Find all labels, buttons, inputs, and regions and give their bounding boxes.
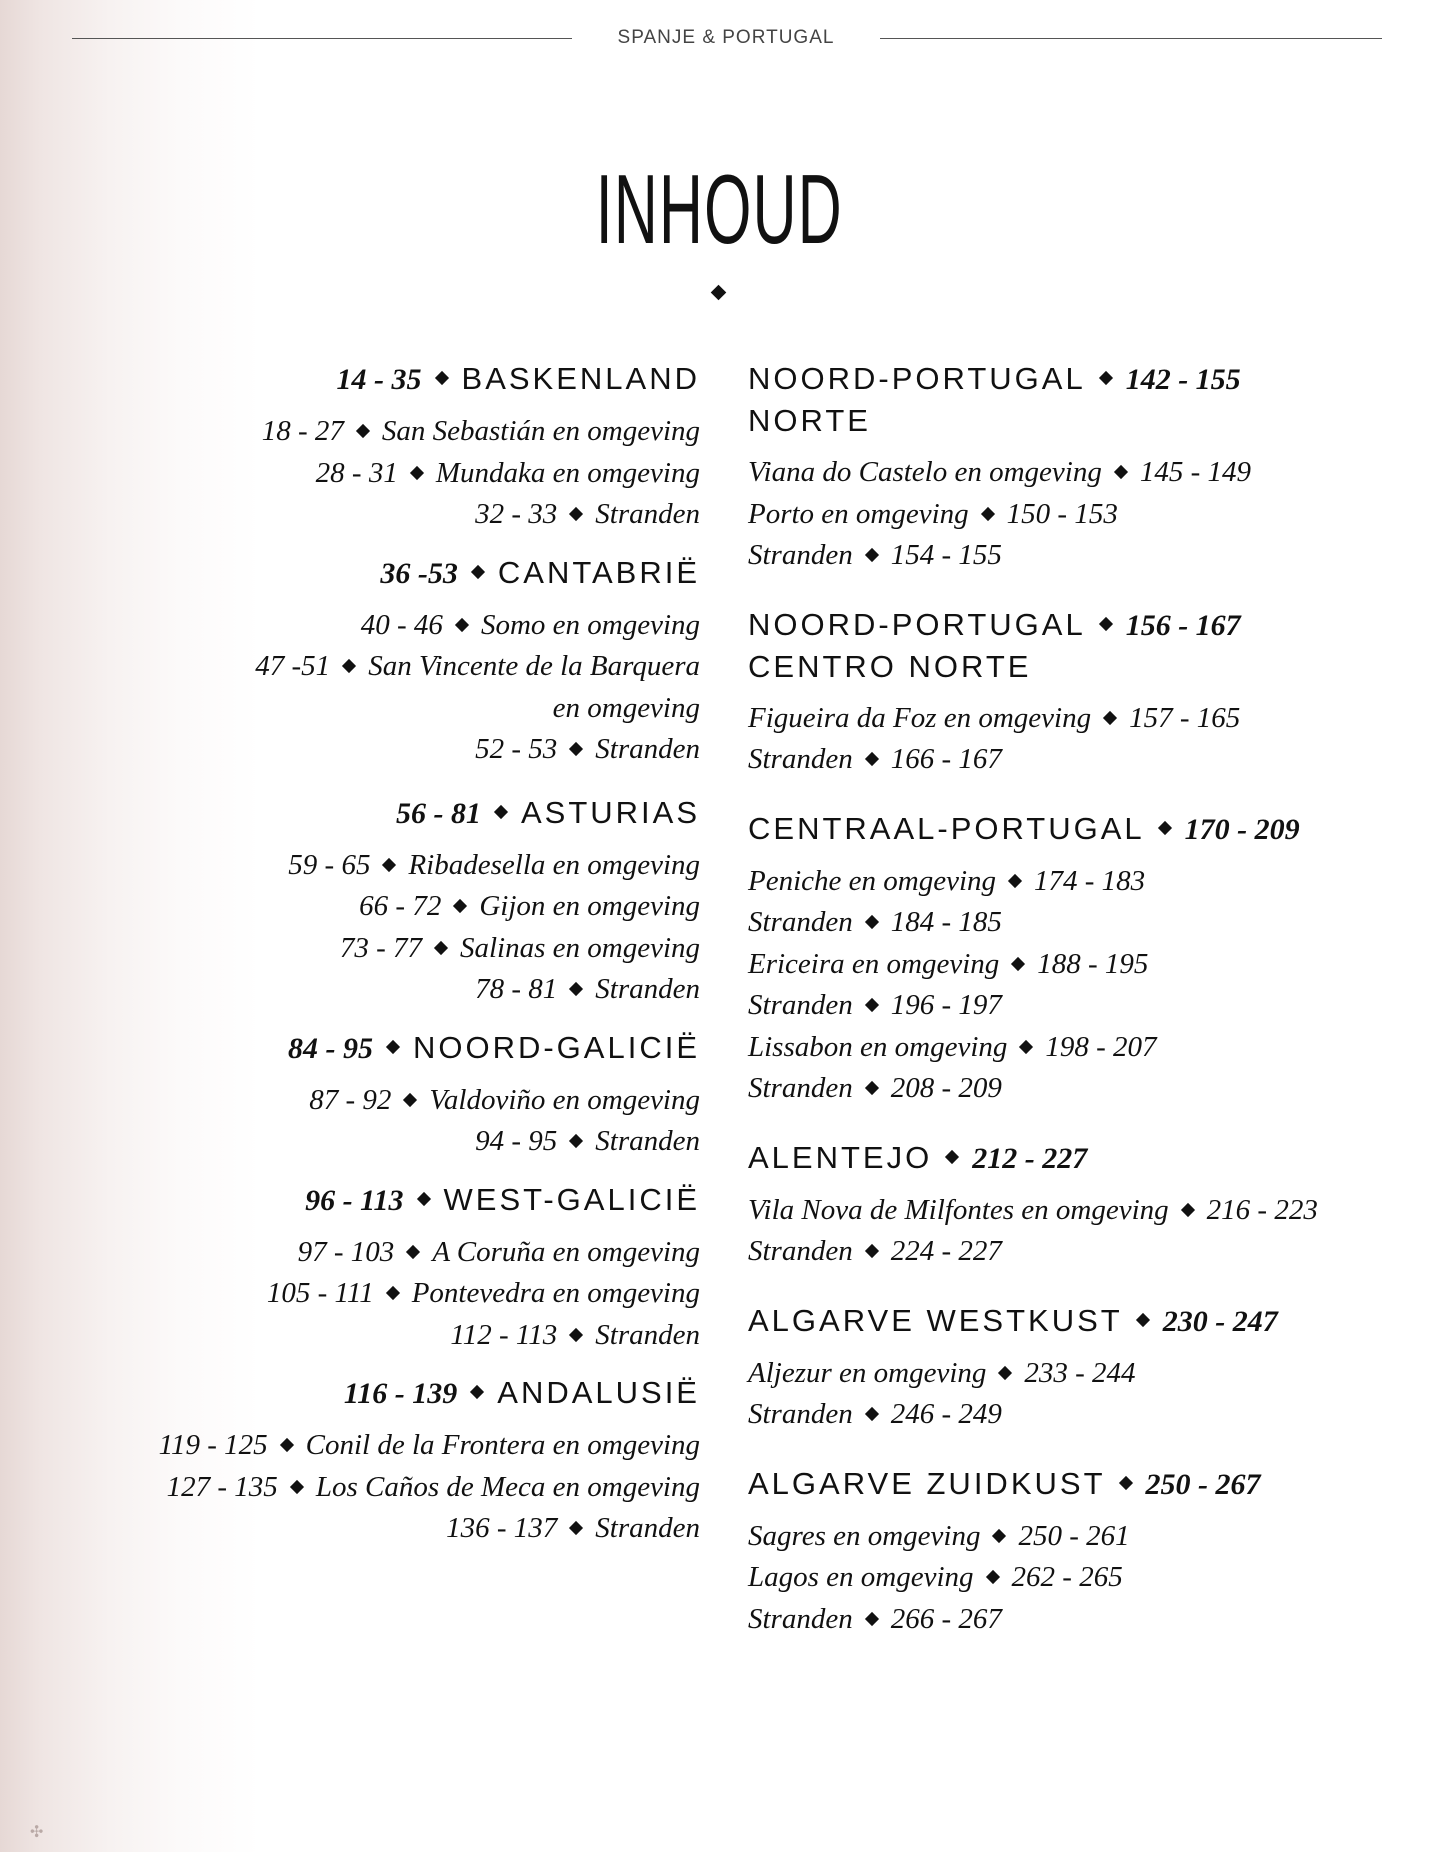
entry-text: Sagres en omgeving xyxy=(748,1519,981,1552)
diamond-icon xyxy=(992,1528,1006,1542)
diamond-icon xyxy=(1118,1475,1132,1489)
toc-entry[interactable] xyxy=(748,494,1388,536)
printer-mark-icon: ✣ xyxy=(30,1822,44,1841)
section-title: CENTRAAL-PORTUGAL xyxy=(748,810,1145,846)
entry-pages: 105 - 111 xyxy=(266,1277,374,1309)
diamond-icon xyxy=(1099,371,1113,385)
diamond-icon xyxy=(865,998,879,1012)
section-pages: 116 - 139 xyxy=(343,1377,458,1410)
section-heading[interactable] xyxy=(100,1372,700,1414)
page-title xyxy=(0,154,1438,264)
diamond-icon xyxy=(1008,873,1022,887)
diamond-icon xyxy=(981,506,995,520)
section-pages: 14 - 35 xyxy=(336,363,422,396)
section-heading[interactable] xyxy=(100,1027,700,1069)
section-pages: 56 - 81 xyxy=(395,796,481,830)
entry-text: Gijon en omgeving xyxy=(479,890,700,922)
entry-pages: 216 - 223 xyxy=(1206,1193,1318,1226)
section-heading[interactable] xyxy=(100,792,700,834)
page-title-text: INHOUD xyxy=(595,154,843,264)
entry-text: Lissabon en omgeving xyxy=(748,1030,1008,1063)
toc-section-algarve-zuidkust xyxy=(748,1463,1388,1641)
toc-entry[interactable] xyxy=(748,1516,1388,1558)
entry-pages: 246 - 249 xyxy=(890,1398,1002,1430)
diamond-icon xyxy=(865,915,879,929)
section-pages: 156 - 167 xyxy=(1125,608,1241,642)
toc-entry[interactable] xyxy=(748,902,1388,944)
toc-entry[interactable] xyxy=(748,1027,1388,1069)
diamond-icon xyxy=(569,1134,583,1148)
entry-pages: 266 - 267 xyxy=(890,1602,1002,1635)
toc-entry[interactable] xyxy=(748,1231,1388,1273)
diamond-icon xyxy=(569,982,583,996)
entry-text: Ericeira en omgeving xyxy=(748,947,1000,980)
entry-text: Stranden xyxy=(748,539,853,571)
entry-text: Vila Nova de Milfontes en omgeving xyxy=(748,1193,1169,1226)
section-title: NOORD-PORTUGAL xyxy=(748,361,1086,396)
toc-entry[interactable] xyxy=(748,1599,1388,1641)
entry-pages: 224 - 227 xyxy=(890,1235,1002,1267)
section-pages: 170 - 209 xyxy=(1184,812,1300,846)
toc-entry[interactable] xyxy=(100,969,700,1011)
section-title: ALGARVE WESTKUST xyxy=(748,1302,1123,1338)
entry-pages: 145 - 149 xyxy=(1139,456,1252,488)
diamond-icon xyxy=(1011,956,1025,970)
section-heading[interactable] xyxy=(748,808,1388,850)
entry-text: Aljezur en omgeving xyxy=(748,1356,987,1389)
toc-entry[interactable] xyxy=(748,698,1388,740)
toc-entry[interactable] xyxy=(748,1353,1388,1395)
toc-entry[interactable] xyxy=(100,1121,700,1163)
entry-pages: 166 - 167 xyxy=(890,743,1002,775)
entry-pages: 208 - 209 xyxy=(890,1072,1002,1104)
diamond-icon xyxy=(356,424,370,438)
entry-text: Lagos en omgeving xyxy=(748,1561,974,1593)
entry-text: Stranden xyxy=(595,973,700,1005)
section-title: ANDALUSIË xyxy=(497,1375,700,1410)
entry-text: Stranden xyxy=(748,1235,853,1267)
section-heading[interactable] xyxy=(748,1137,1388,1179)
toc-entry[interactable] xyxy=(100,729,700,771)
toc-entry[interactable] xyxy=(748,739,1388,781)
entry-text: Stranden xyxy=(595,498,700,530)
entry-text: Figueira da Foz en omgeving xyxy=(748,701,1092,734)
diamond-icon xyxy=(1099,616,1113,630)
toc-section-andalusie xyxy=(100,1372,700,1550)
toc-entry[interactable] xyxy=(748,1068,1388,1110)
diamond-icon xyxy=(434,940,448,954)
toc-entry[interactable] xyxy=(748,1557,1388,1599)
toc-column-spain xyxy=(100,358,700,1566)
toc-section-asturias xyxy=(100,792,700,1011)
section-title: ASTURIAS xyxy=(520,794,700,830)
entry-pages: 32 - 33 xyxy=(475,498,558,530)
toc-entry[interactable] xyxy=(100,453,700,495)
section-heading[interactable] xyxy=(748,604,1388,646)
entry-text: Stranden xyxy=(748,989,853,1021)
section-heading[interactable] xyxy=(100,1179,700,1221)
entry-text: en omgeving xyxy=(552,691,700,724)
entry-text: Stranden xyxy=(595,1318,700,1351)
entry-pages: 198 - 207 xyxy=(1045,1030,1157,1063)
title-diamond-icon xyxy=(711,285,727,301)
diamond-icon xyxy=(455,617,469,631)
diamond-icon xyxy=(569,1327,583,1341)
diamond-icon xyxy=(470,1385,484,1399)
section-pages: 36 -53 xyxy=(380,556,458,590)
toc-entry[interactable] xyxy=(748,861,1388,903)
section-heading[interactable] xyxy=(100,358,700,400)
toc-entry[interactable] xyxy=(748,452,1388,494)
section-pages: 96 - 113 xyxy=(305,1183,404,1217)
diamond-icon xyxy=(945,1149,959,1163)
diamond-icon xyxy=(453,899,467,913)
section-title: WEST-GALICIË xyxy=(443,1181,700,1217)
toc-column-portugal xyxy=(748,358,1388,1667)
entry-text: Stranden xyxy=(595,1125,700,1157)
entry-text: Stranden xyxy=(748,906,853,938)
diamond-icon xyxy=(494,804,508,818)
section-heading[interactable] xyxy=(100,552,700,594)
toc-entry[interactable] xyxy=(100,646,700,688)
diamond-icon xyxy=(471,564,485,578)
toc-entry[interactable] xyxy=(100,1467,700,1509)
diamond-icon xyxy=(569,1521,583,1535)
entry-pages: 73 - 77 xyxy=(339,931,422,964)
entry-text: Stranden xyxy=(748,743,853,775)
diamond-icon xyxy=(386,1039,400,1053)
toc-section-west-galicie xyxy=(100,1179,700,1357)
running-head-label: SPANJE & PORTUGAL xyxy=(617,27,835,48)
toc-entry[interactable] xyxy=(100,1315,700,1357)
section-pages: 142 - 155 xyxy=(1125,363,1241,396)
diamond-icon xyxy=(1114,465,1128,479)
entry-text: Salinas en omgeving xyxy=(459,931,700,964)
entry-pages: 40 - 46 xyxy=(360,608,443,641)
entry-pages: 87 - 92 xyxy=(309,1083,392,1116)
toc-entry[interactable] xyxy=(100,845,700,887)
diamond-icon xyxy=(386,1286,400,1300)
entry-text: Stranden xyxy=(748,1072,853,1104)
header-rule-right xyxy=(880,38,1382,39)
entry-pages: 157 - 165 xyxy=(1129,701,1241,734)
section-heading[interactable] xyxy=(748,358,1388,400)
entry-pages: 262 - 265 xyxy=(1011,1561,1123,1593)
diamond-icon xyxy=(1181,1202,1195,1216)
toc-entry[interactable] xyxy=(100,605,700,647)
diamond-icon xyxy=(865,1611,879,1625)
section-pages: 212 - 227 xyxy=(972,1141,1088,1175)
entry-pages: 174 - 183 xyxy=(1034,864,1146,897)
toc-section-noord-galicie xyxy=(100,1027,700,1163)
diamond-icon xyxy=(403,1092,417,1106)
diamond-icon xyxy=(865,1081,879,1095)
entry-pages: 18 - 27 xyxy=(261,415,344,447)
diamond-icon xyxy=(434,371,448,385)
section-title: ALGARVE ZUIDKUST xyxy=(748,1465,1106,1501)
entry-pages: 127 - 135 xyxy=(166,1470,278,1503)
toc-entry[interactable] xyxy=(100,1080,700,1122)
entry-pages: 112 - 113 xyxy=(450,1318,558,1351)
diamond-icon xyxy=(1158,820,1172,834)
entry-pages: 66 - 72 xyxy=(359,890,442,922)
toc-entry[interactable] xyxy=(100,886,700,928)
diamond-icon xyxy=(290,1479,304,1493)
entry-text: San Sebastián en omgeving xyxy=(381,415,700,447)
section-heading[interactable] xyxy=(748,1300,1388,1342)
entry-text: San Vincente de la Barquera xyxy=(368,650,700,682)
entry-pages: 119 - 125 xyxy=(158,1429,268,1461)
toc-entry[interactable] xyxy=(100,411,700,453)
section-title: ALENTEJO xyxy=(748,1139,933,1175)
entry-text: Pontevedra en omgeving xyxy=(411,1277,700,1309)
entry-pages: 59 - 65 xyxy=(288,848,371,881)
toc-section-noord-portugal-norte xyxy=(748,358,1388,577)
diamond-icon xyxy=(865,548,879,562)
entry-text: A Coruña en omgeving xyxy=(432,1235,700,1268)
toc-entry[interactable] xyxy=(748,985,1388,1027)
toc-section-baskenland xyxy=(100,358,700,536)
section-pages: 230 - 247 xyxy=(1162,1304,1278,1338)
entry-pages: 28 - 31 xyxy=(315,456,398,489)
toc-entry[interactable] xyxy=(100,1232,700,1274)
toc-entry[interactable] xyxy=(100,1273,700,1315)
entry-text: Stranden xyxy=(748,1602,853,1635)
diamond-icon xyxy=(416,1191,430,1205)
entry-pages: 47 -51 xyxy=(255,650,331,682)
header-rule-left xyxy=(72,38,572,39)
toc-section-cantabrie xyxy=(100,552,700,771)
toc-entry[interactable] xyxy=(748,944,1388,986)
toc-entry[interactable] xyxy=(748,1190,1388,1232)
diamond-icon xyxy=(865,1407,879,1421)
running-head xyxy=(72,26,1382,50)
entry-text: Viana do Castelo en omgeving xyxy=(748,456,1102,488)
diamond-icon xyxy=(865,1244,879,1258)
diamond-icon xyxy=(406,1244,420,1258)
diamond-icon xyxy=(410,465,424,479)
entry-pages: 150 - 153 xyxy=(1006,497,1118,530)
toc-entry[interactable] xyxy=(100,1425,700,1467)
section-title: CANTABRIË xyxy=(497,554,700,590)
entry-pages: 94 - 95 xyxy=(475,1125,558,1157)
diamond-icon xyxy=(569,742,583,756)
toc-entry-continuation[interactable] xyxy=(100,688,700,730)
section-subtitle: CENTRO NORTE xyxy=(748,648,1032,684)
entry-text: Peniche en omgeving xyxy=(748,864,997,897)
entry-text: Los Caños de Meca en omgeving xyxy=(315,1470,700,1503)
diamond-icon xyxy=(342,659,356,673)
entry-text: Conil de la Frontera en omgeving xyxy=(305,1429,700,1461)
entry-pages: 188 - 195 xyxy=(1037,947,1149,980)
section-pages: 84 - 95 xyxy=(287,1031,373,1065)
entry-text: Stranden xyxy=(595,1512,700,1544)
toc-section-noord-portugal-centro-norte xyxy=(748,604,1388,781)
entry-pages: 250 - 261 xyxy=(1018,1519,1130,1552)
entry-text: Ribadesella en omgeving xyxy=(408,848,700,881)
toc-section-centraal-portugal xyxy=(748,808,1388,1110)
section-subtitle: NORTE xyxy=(748,403,871,438)
diamond-icon xyxy=(1019,1039,1033,1053)
section-title: NOORD-GALICIË xyxy=(412,1029,700,1065)
diamond-icon xyxy=(865,752,879,766)
entry-pages: 184 - 185 xyxy=(890,906,1002,938)
section-title: BASKENLAND xyxy=(461,361,700,396)
diamond-icon xyxy=(998,1365,1012,1379)
toc-entry[interactable] xyxy=(100,1508,700,1550)
toc-section-algarve-westkust xyxy=(748,1300,1388,1436)
entry-pages: 52 - 53 xyxy=(475,733,558,765)
toc-entry[interactable] xyxy=(100,928,700,970)
entry-pages: 97 - 103 xyxy=(297,1235,395,1268)
toc-entry[interactable] xyxy=(748,535,1388,577)
diamond-icon xyxy=(382,857,396,871)
toc-entry[interactable] xyxy=(748,1394,1388,1436)
entry-pages: 136 - 137 xyxy=(446,1512,558,1544)
toc-section-alentejo xyxy=(748,1137,1388,1273)
entry-pages: 233 - 244 xyxy=(1024,1356,1136,1389)
diamond-icon xyxy=(985,1570,999,1584)
entry-pages: 78 - 81 xyxy=(475,973,558,1005)
entry-text: Porto en omgeving xyxy=(748,497,969,530)
section-title: NOORD-PORTUGAL xyxy=(748,606,1086,642)
entry-text: Valdoviño en omgeving xyxy=(429,1083,700,1116)
entry-text: Mundaka en omgeving xyxy=(435,456,700,489)
entry-text: Somo en omgeving xyxy=(480,608,700,641)
toc-entry[interactable] xyxy=(100,494,700,536)
section-pages: 250 - 267 xyxy=(1145,1467,1261,1501)
diamond-icon xyxy=(1136,1312,1150,1326)
diamond-icon xyxy=(569,507,583,521)
entry-text: Stranden xyxy=(748,1398,853,1430)
entry-pages: 196 - 197 xyxy=(890,989,1002,1021)
section-heading[interactable] xyxy=(748,1463,1388,1505)
diamond-icon xyxy=(280,1438,294,1452)
entry-text: Stranden xyxy=(595,733,700,765)
entry-pages: 154 - 155 xyxy=(890,539,1002,571)
diamond-icon xyxy=(1103,710,1117,724)
